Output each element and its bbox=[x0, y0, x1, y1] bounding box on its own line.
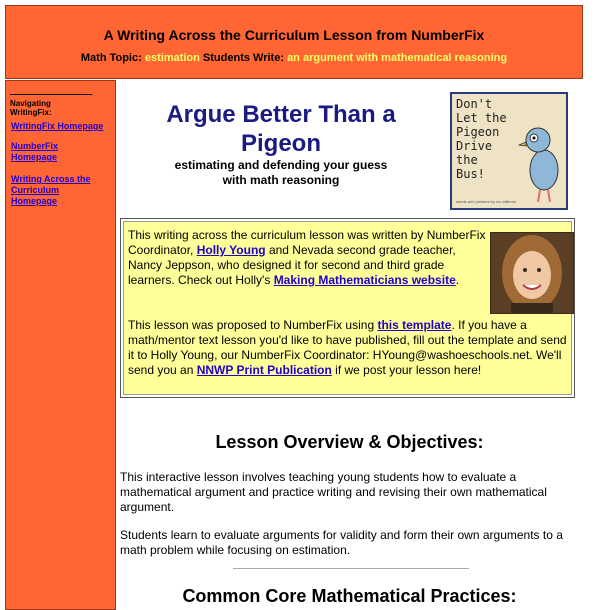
book-cover-credit: words and pictures by mo willems bbox=[456, 199, 516, 204]
page-subtitle-line: with math reasoning bbox=[222, 173, 340, 187]
section-divider bbox=[233, 568, 469, 569]
page-title-line: Argue Better Than a bbox=[166, 101, 396, 128]
book-title-line: Drive bbox=[456, 139, 493, 153]
sidebar-link-text: WritingFix Homepage bbox=[11, 121, 104, 131]
book-title-line: Pigeon bbox=[456, 125, 500, 139]
write-label: Students Write: bbox=[202, 52, 284, 64]
book-title-line: Bus! bbox=[456, 167, 485, 181]
info-text: . If you have a math/mentor text lesson you'd like to have published, fill out the template and send it to Holly Young, our NumberFix Coordinator: HYoung@washoeschools.net. We'll send you an bbox=[128, 318, 567, 377]
making-mathematicians-link[interactable]: Making Mathematicians website bbox=[273, 273, 456, 287]
info-text: This lesson was proposed to NumberFix using bbox=[128, 318, 378, 332]
author-info-content bbox=[123, 221, 572, 395]
sidebar-link-wac-homepage[interactable] bbox=[11, 174, 91, 207]
page-title-line: Pigeon bbox=[240, 130, 321, 157]
book-title-line: Let the bbox=[456, 111, 507, 125]
author-info-box bbox=[120, 218, 575, 398]
page-subtitle-line: estimating and defending your guess bbox=[174, 158, 388, 172]
sidebar-link-text: NumberFix bbox=[11, 141, 59, 151]
sidebar-link-numberfix-homepage[interactable] bbox=[11, 141, 58, 163]
holly-young-link[interactable]: Holly Young bbox=[196, 243, 266, 257]
book-cover-title bbox=[456, 97, 507, 181]
info-text: if we post your lesson here! bbox=[331, 363, 482, 377]
nnwp-publication-link[interactable]: NNWP Print Publication bbox=[196, 363, 332, 377]
author-paragraph bbox=[128, 228, 486, 288]
author-photo-image bbox=[491, 233, 573, 313]
overview-paragraph-1: This interactive lesson involves teaching young students how to evaluate a mathematical argument and practice writing and revising their own mathematical argument. bbox=[120, 470, 547, 514]
book-cover-image bbox=[450, 92, 568, 210]
main-content bbox=[116, 80, 583, 610]
page-title bbox=[126, 100, 436, 158]
info-text: This writing across the curriculum lesson was written by NumberFix Coordinator, bbox=[128, 228, 486, 257]
pigeon-icon bbox=[518, 124, 566, 204]
topic-value: estimation bbox=[144, 52, 200, 64]
info-text: and Nevada second grade teacher, Nancy Jeppson, who designed it for second and third grade learners. Check out Holly's bbox=[128, 243, 456, 287]
practices-heading: Common Core Mathematical Practices: bbox=[182, 586, 517, 606]
sidebar bbox=[5, 80, 116, 610]
page-subtitle bbox=[126, 158, 436, 188]
info-text: . bbox=[455, 273, 460, 287]
header-subtitle bbox=[6, 52, 582, 64]
sidebar-link-text: Homepage bbox=[11, 152, 58, 162]
overview-heading: Lesson Overview & Objectives: bbox=[215, 432, 484, 452]
book-title-line: Don't bbox=[456, 97, 493, 111]
sidebar-link-text: Writing Across the bbox=[11, 174, 91, 184]
this-template-link[interactable]: this template bbox=[377, 318, 452, 332]
page-header bbox=[5, 5, 583, 79]
header-title: A Writing Across the Curriculum Lesson from NumberFix bbox=[103, 27, 485, 43]
sidebar-link-text: Homepage bbox=[11, 196, 58, 206]
sidebar-link-text: Curriculum bbox=[11, 185, 60, 195]
template-paragraph bbox=[128, 318, 568, 378]
write-value: an argument with mathematical reasoning bbox=[287, 52, 508, 64]
book-title-line: the bbox=[456, 153, 478, 167]
nav-label: Navigating WritingFix: bbox=[10, 94, 92, 117]
sidebar-link-writingfix-homepage[interactable] bbox=[11, 121, 103, 132]
author-photo bbox=[490, 232, 574, 314]
overview-paragraph-2: Students learn to evaluate arguments for validity and form their own arguments to a math problem while focusing on estimation. bbox=[120, 528, 563, 557]
topic-label: Math Topic: bbox=[80, 52, 142, 64]
